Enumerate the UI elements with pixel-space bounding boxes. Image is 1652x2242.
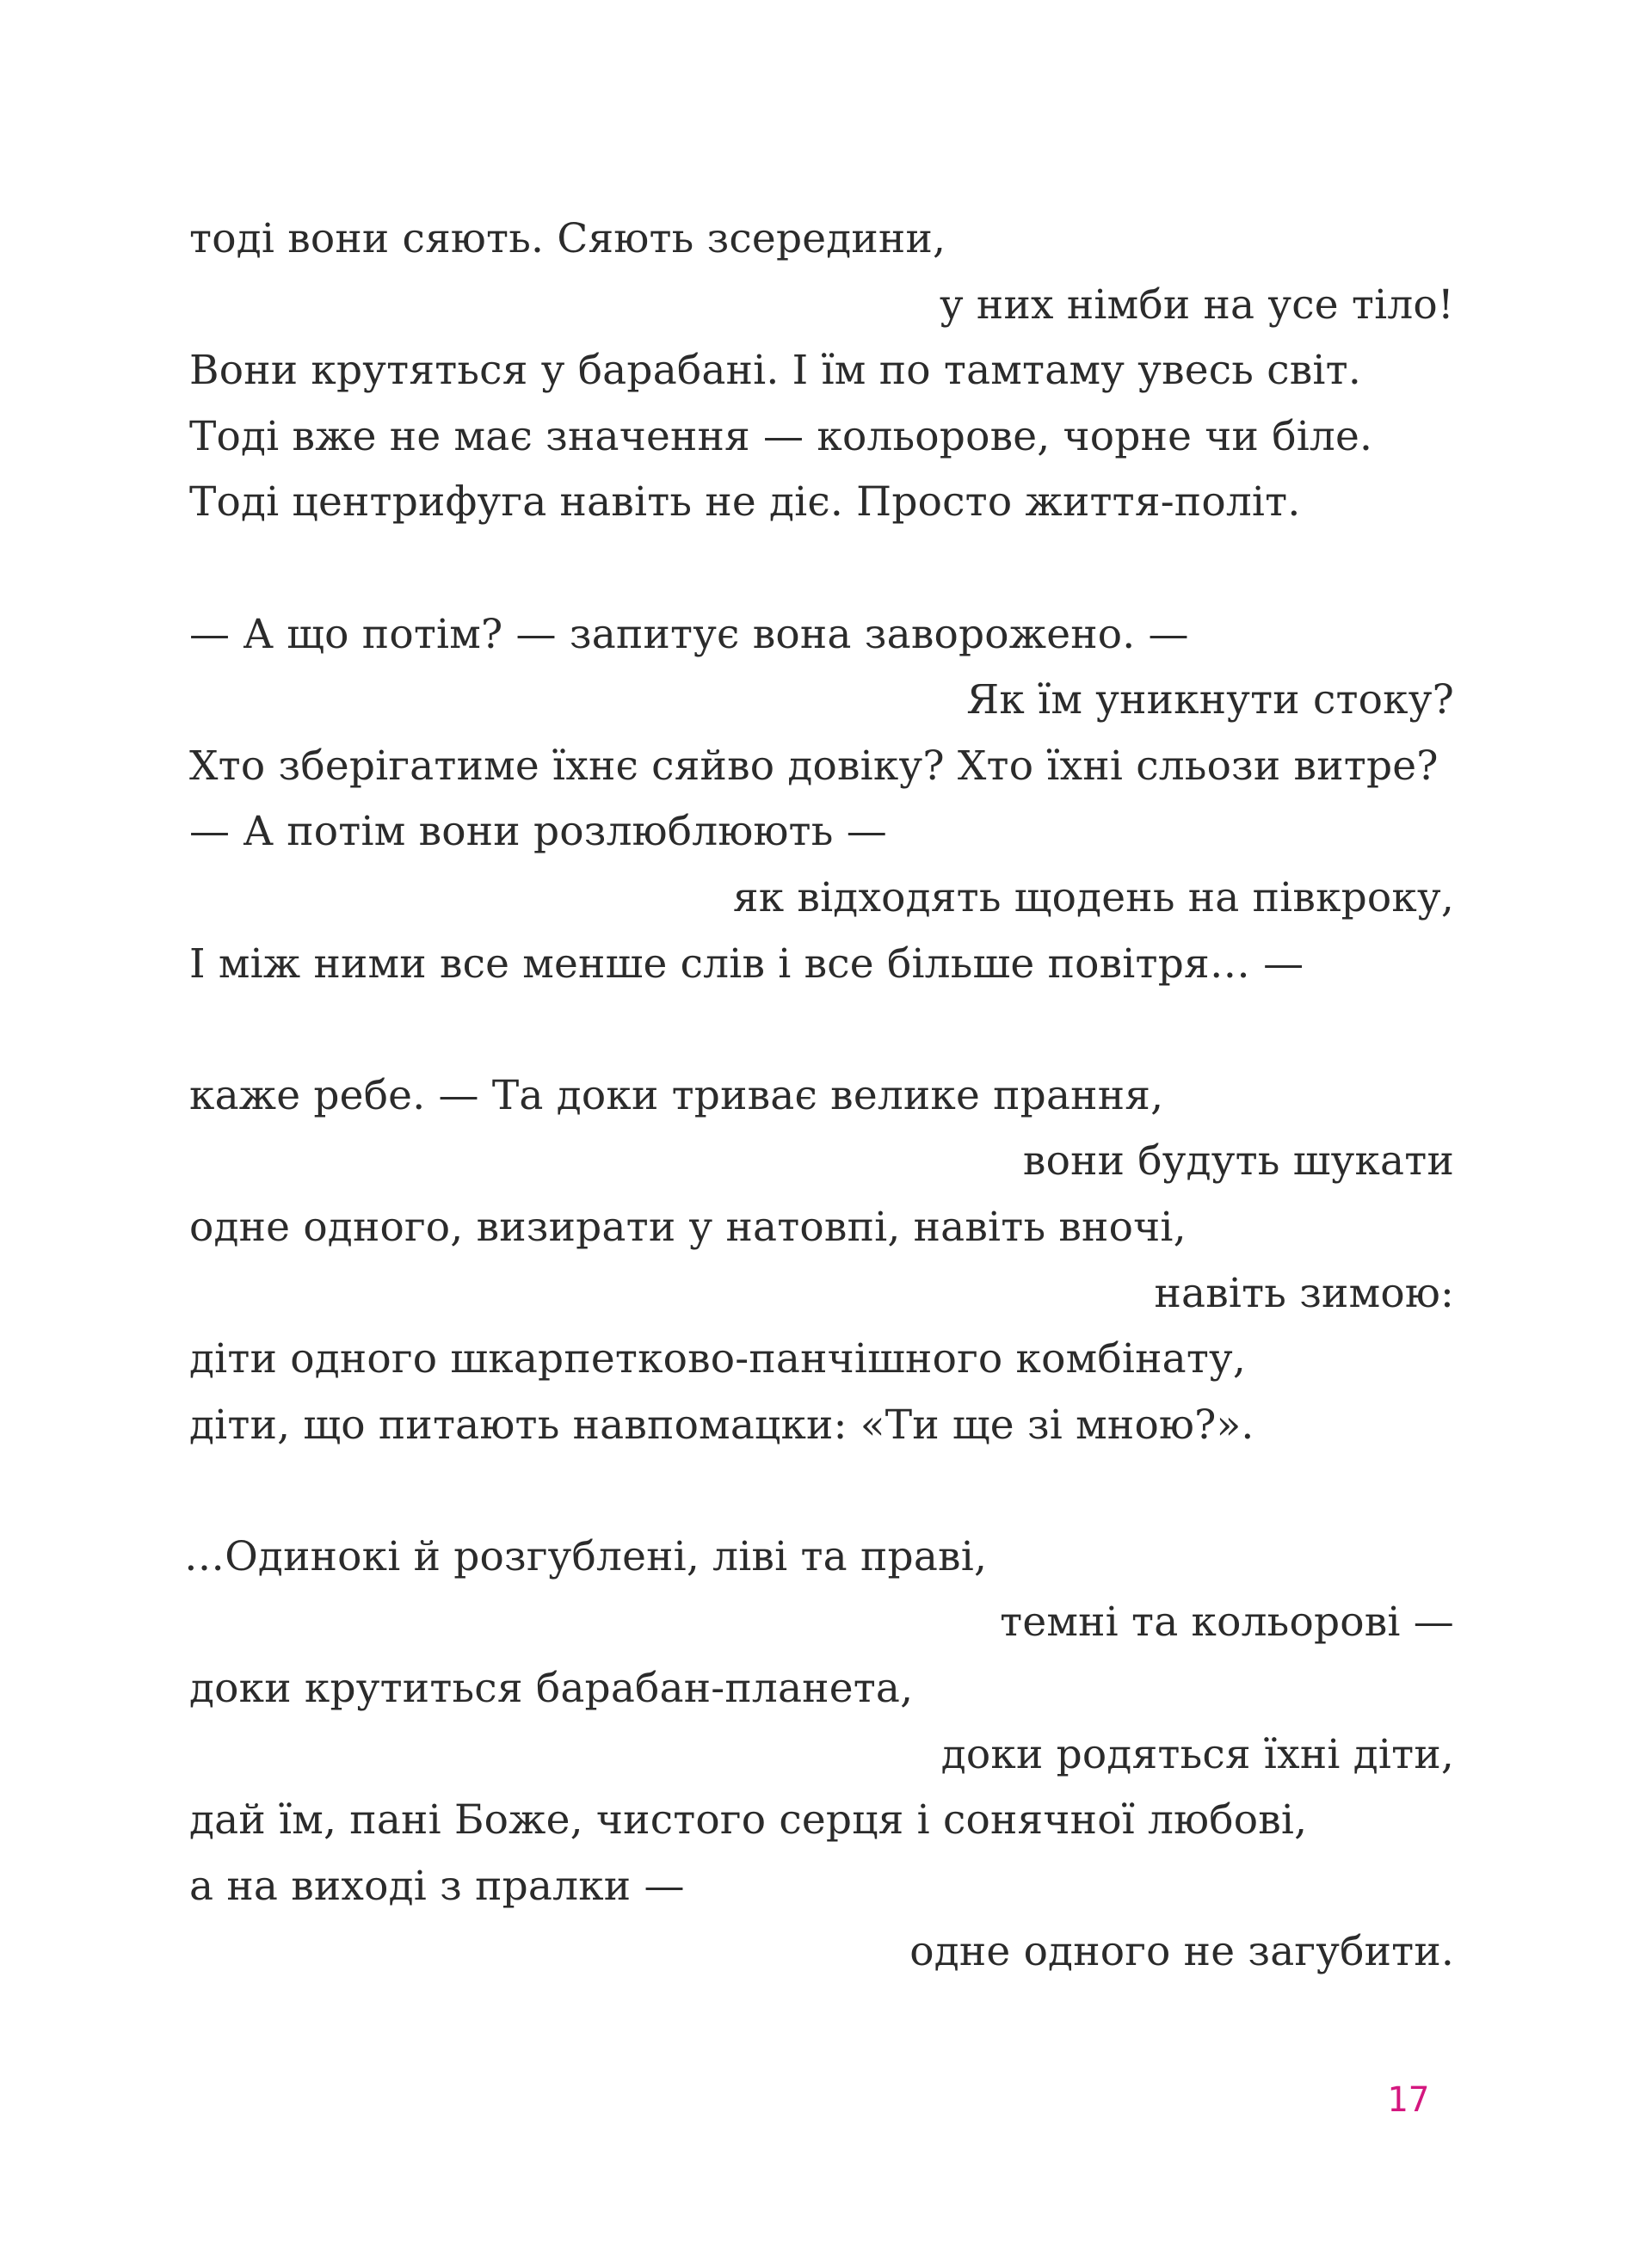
page-number: 17 xyxy=(1387,2080,1431,2120)
poem-text xyxy=(184,206,1454,1986)
poem-line: у них німби на усе тіло! xyxy=(939,280,1454,329)
poem-line: як відходять щодень на півкроку, xyxy=(732,873,1454,921)
poem-line: тоді вони сяють. Сяють зсередини, xyxy=(189,215,946,262)
poem-line: одне одного не загубити. xyxy=(909,1928,1454,1976)
poem-line: навіть зимою: xyxy=(1154,1269,1454,1317)
stanza-break xyxy=(189,1458,1454,1524)
stanza-break xyxy=(189,997,1454,1063)
poem-line: вони будуть шукати xyxy=(1022,1137,1454,1186)
poem-line: дай їм, пані Боже, чистого серця і сонячної любові, xyxy=(189,1796,1308,1845)
stanza-break xyxy=(189,536,1454,602)
poem-line: Тоді вже не має значення — кольорове, чорне чи біле. xyxy=(189,412,1373,460)
poem-line: доки родяться їхні діти, xyxy=(940,1730,1454,1778)
poem-line: діти одного шкарпетково-панчішного комбінату, xyxy=(189,1335,1247,1383)
poem-line: …Одинокі й розгублені, ліві та праві, xyxy=(184,1532,988,1580)
poem-line: діти, що питають навпомацки: «Ти ще зі мною?». xyxy=(189,1401,1254,1449)
poem-line: темні та кольорові — xyxy=(1000,1598,1454,1647)
poem-line: Як їм уникнути стоку? xyxy=(966,676,1454,724)
poem-line: — А потім вони розлюблюють — xyxy=(189,808,887,856)
poem-line: каже ребе. — Та доки триває велике прання, xyxy=(189,1071,1164,1119)
poem-line: одне одного, визирати у натовпі, навіть вночі, xyxy=(189,1203,1187,1251)
poem-line: — А що потім? — запитує вона заворожено. — xyxy=(189,610,1189,658)
poem-line: Тоді центрифуга навіть не діє. Просто життя-політ. xyxy=(189,478,1301,527)
poem-line: Хто зберігатиме їхнє сяйво довіку? Хто їхні сльози витре? xyxy=(189,742,1439,790)
poem-line: доки крутиться барабан-планета, xyxy=(189,1665,914,1713)
poem-line: а на виході з пралки — xyxy=(189,1862,685,1910)
poem-line: Вони крутяться у барабані. І їм по тамтаму увесь світ. xyxy=(189,347,1361,395)
poem-line: І між ними все менше слів і все більше повітря… — xyxy=(189,939,1304,988)
